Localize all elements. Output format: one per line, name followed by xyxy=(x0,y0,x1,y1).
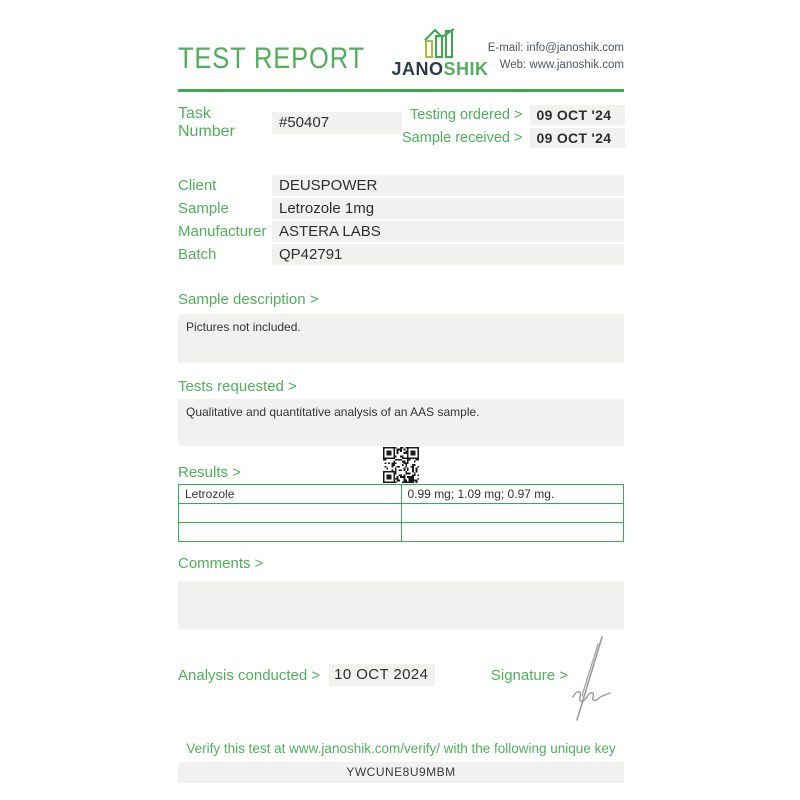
bar-chart-logo-icon xyxy=(421,28,459,58)
logo-shik: SHIK xyxy=(443,59,489,79)
task-number-label: Task Number xyxy=(178,105,235,140)
sample-received-value: 09 OCT '24 xyxy=(530,128,625,148)
table-row xyxy=(179,523,624,542)
sample-received-label: Sample received > xyxy=(402,130,523,146)
sample-value: Letrozole 1mg xyxy=(272,198,624,219)
task-number-row xyxy=(178,105,402,141)
table-row xyxy=(179,504,624,523)
analysis-signature-row xyxy=(178,664,624,686)
batch-label: Batch xyxy=(178,246,217,263)
report-content xyxy=(178,0,624,783)
comments-heading: Comments > xyxy=(178,555,264,572)
result-value-cell: 0.99 mg; 1.09 mg; 0.97 mg. xyxy=(401,485,624,504)
analysis-conducted-value: 10 OCT 2024 xyxy=(329,664,435,686)
page-title: TEST REPORT xyxy=(178,42,365,75)
result-analyte-cell xyxy=(179,523,402,542)
tests-requested-box: Qualitative and quantitative analysis of an AAS sample. xyxy=(178,399,624,446)
results-table xyxy=(178,484,624,542)
unique-key: YWCUNE8U9MBM xyxy=(178,762,624,783)
sample-label: Sample xyxy=(178,200,229,217)
signature-scribble xyxy=(562,634,614,726)
manufacturer-row xyxy=(178,221,624,242)
results-heading: Results > xyxy=(178,464,241,481)
table-row xyxy=(179,485,624,504)
contact-web: Web: www.janoshik.com xyxy=(499,59,624,72)
result-analyte-cell: Letrozole xyxy=(179,485,402,504)
date-rows xyxy=(402,105,625,148)
result-value-cell xyxy=(401,504,624,523)
manufacturer-label: Manufacturer xyxy=(178,223,267,240)
result-value-cell xyxy=(401,523,624,542)
batch-value: QP42791 xyxy=(272,244,624,265)
client-value: DEUSPOWER xyxy=(272,175,624,196)
batch-row xyxy=(178,244,624,265)
sample-description-box: Pictures not included. xyxy=(178,314,624,363)
testing-ordered-value: 09 OCT '24 xyxy=(530,105,625,125)
manufacturer-value: ASTERA LABS xyxy=(272,221,624,242)
analysis-conducted-label: Analysis conducted > xyxy=(178,666,321,684)
contact-block xyxy=(488,40,624,75)
verify-instruction: Verify this test at www.janoshik.com/verify/ with the following unique key xyxy=(186,741,616,756)
signature-label: Signature > xyxy=(490,666,568,684)
comments-box xyxy=(178,581,624,629)
sample-received-row xyxy=(402,128,625,148)
task-number-value: #50407 xyxy=(272,112,402,134)
result-analyte-cell xyxy=(179,504,402,523)
janoshik-logo xyxy=(385,28,495,80)
contact-email: E-mail: info@janoshik.com xyxy=(487,42,624,54)
logo-wordmark xyxy=(385,59,495,80)
client-row xyxy=(178,175,624,196)
client-label: Client xyxy=(178,177,217,194)
sample-row xyxy=(178,198,624,219)
logo-jano: JANO xyxy=(391,59,444,79)
testing-ordered-label: Testing ordered > xyxy=(410,107,523,123)
qr-code xyxy=(383,447,419,483)
header-divider xyxy=(178,89,624,92)
testing-ordered-row xyxy=(402,105,625,125)
sample-description-heading: Sample description > xyxy=(178,291,319,308)
report-header xyxy=(178,28,624,80)
tests-requested-heading: Tests requested > xyxy=(178,378,297,395)
sample-info-table xyxy=(178,175,624,265)
results-header xyxy=(178,446,624,484)
task-band xyxy=(178,105,624,148)
